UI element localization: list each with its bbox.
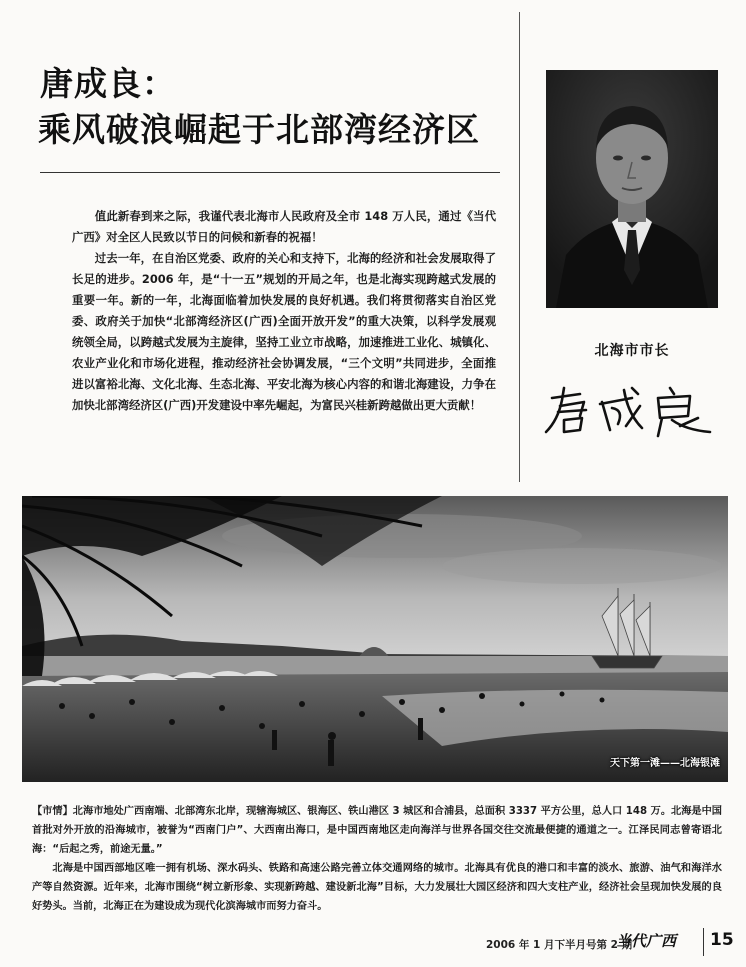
article-body — [72, 206, 496, 416]
mayor-portrait — [546, 70, 718, 308]
article-paragraph: 过去一年，在自治区党委、政府的关心和支持下，北海的经济和社会发展取得了长足的进步。2006 年，是“十一五”规划的开局之年，也是北海实现跨越式发展的重要一年。新的一年，北海面临着加快发展的良好机遇。我们将贯彻落实自治区党委、政府关于加快“北部湾经济区(广西)全面开放开发”的重大决策，以科学发展观统领全局，以跨越式发展为主旋律，坚持工业立市战略，加速推进工业化、城镇化、农业产业化和市场化进程，推动经济社会协调发展，“三个文明”共同进步，全面推进以富裕北海、文化北海、生态北海、平安北海为核心内容的和谐北海建设，力争在加快北部湾经济区(广西)开发建设中率先崛起，为富民兴桂新跨越做出更大贡献！ — [72, 251, 496, 412]
title-divider — [40, 172, 500, 173]
note-paragraph-1 — [32, 802, 722, 859]
note-text-1: 北海市地处广西南端、北部湾东北岸，现辖海城区、银海区、铁山港区 3 城区和合浦县，总面积 3337 平方公里，总人口 148 万。北海是中国首批对外开放的沿海城市，被誉为“西南门户”、大西南出海口，是中国西南地区走向海洋与世界各国交往交流最便捷的通道之一。江泽民同志曾寄语北海：“后起之秀，前途无量。” — [32, 806, 722, 855]
beach-photo — [22, 496, 728, 782]
note-paragraph-2: 北海是中国西部地区唯一拥有机场、深水码头、铁路和高速公路完善立体交通网络的城市。北海具有优良的港口和丰富的淡水、旅游、油气和海洋水产等自然资源。近年来，北海市围绕“树立新形象、实现新跨越、建设新北海”目标，大力发展壮大园区经济和四大支柱产业，经济社会呈现加快发展的良好势头。当前，北海正在为建设成为现代化滨海城市而努力奋斗。 — [32, 863, 722, 912]
footer-divider — [703, 928, 704, 956]
mayor-title-label: 北海市市长 — [594, 343, 670, 359]
mayor-signature — [540, 380, 720, 440]
article-title-line2: 乘风破浪崛起于北部湾经济区 — [38, 110, 480, 149]
page-number: 15 — [710, 930, 734, 950]
magazine-logo: 当代广西 — [616, 932, 677, 950]
column-divider — [519, 12, 520, 482]
issue-info: 2006 年 1 月下半月号第 2 期 — [486, 939, 633, 951]
article-paragraph: 值此新春到来之际，我谨代表北海市人民政府及全市 148 万人民，通过《当代广西》对全区人民致以节日的问候和新春的祝福！ — [72, 209, 496, 244]
photo-caption: 天下第一滩——北海银滩 — [610, 758, 720, 769]
note-tag: 【市情】 — [32, 806, 73, 817]
city-profile-note — [32, 802, 722, 916]
article-title-line1: 唐成良： — [40, 64, 176, 103]
